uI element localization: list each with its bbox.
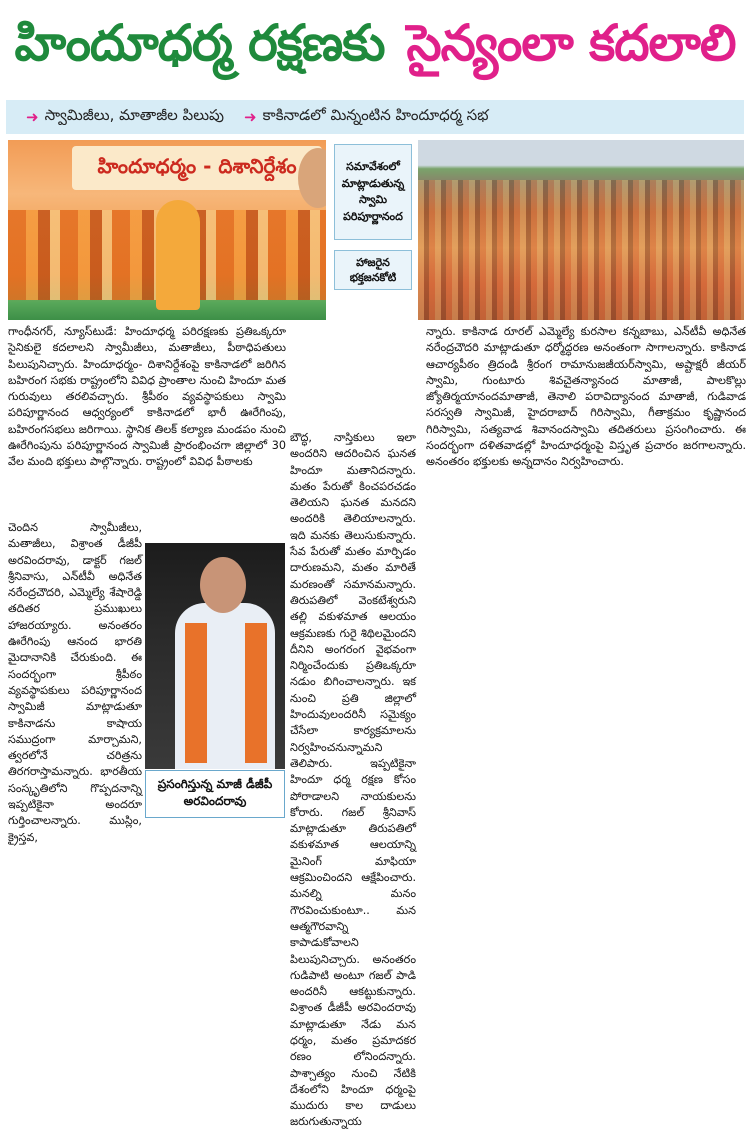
caption-crowd: హాజరైన భక్తజనకోటి [334,250,412,290]
headline [0,0,750,98]
caption-speaker: సమావేశంలో మాట్లాడుతున్న స్వామి పరిపూర్ణానంద [334,144,412,240]
article-col2 [290,430,416,1131]
subheadline-1 [26,106,224,128]
portrait-face [298,148,326,208]
photo-speaker-dgp [145,543,285,769]
subheadline-1-text: స్వామిజీలు, మాతాజీల పిలుపు [44,106,225,124]
article-col1-top-text: గాంధీనగర్, న్యూస్‌టుడే: హిందూధర్మ పరిరక్షణకు ప్రతిఒక్కరూ సైనికులై కదలాలని స్వామీజీలు, మతాజీలు, పీఠాధిపతులు పిలుపునిచ్చారు. హిందూధర్మం- దిశానిర్దేశంపై కాకినాడలో జరిగిన బహిరంగ సభకు రాష్ట్రంలోని వివిధ ప్రాంతాల నుంచి హిందూ మత గురువులు తరలివచ్చారు. శ్రీపీఠం వ్యవస్థాపకులు స్వామి పరిపూర్ణానంద ఆధ్వర్యంలో కాకినాడలో భారీ ఊరేగింపు, బహిరంగసభలు జరిగాయి. స్థానిక తిలక్ కల్యాణ మండపం నుంచి ఊరేగింపును పరిపూర్ణానంద స్వామిజీ ప్రారంభించగా జిల్లాలో 30 వేల మంది భక్తులు పాల్గొన్నారు. రాష్ట్రంలో వివిధ పీఠాలకు [8,325,286,469]
subheadline-2 [244,106,488,128]
article-col2-text: బౌద్ధ, నాస్తికులు ఇలా అందరిని ఆదరించిన ఘనత హిందూ మతానిదన్నారు. మతం పేరుతో కించపరచడం తెలియని ఘనత మనదని అందరికి తెలియాలన్నారు. ఇది మనకు తెలుసుకున్నారు. సేవ పేరుతో మతం మార్పిడం దారుణమని, మతం మారితే మరణంతో సమానమన్నారు. తిరుపతిలో వెంకటేశ్వరుని తల్లి వకుళమాత ఆలయం ఆక్రమణకు గురై శిథిలమైందని దీనిని అంగరంగ వైభవంగా నిర్మించేందుకు ప్రతిఒక్కరూ నడుం బిగించాలన్నారు. ఇక నుంచి ప్రతి జిల్లాలో హిందువులందరినీ సమైక్యం చేసేలా కార్యక్రమాలను నిర్వహించనున్నామని తెలిపారు. ఇప్పటికైనా హిందూ ధర్మ రక్షణ కోసం పోరాడాలని నాయకులను కోరారు. గజల్ శ్రీనివాస్ మాట్లాడుతూ తిరుపతిలో వకుళమాత ఆలయాన్ని మైనింగ్ మాఫియా ఆక్రమించిందని ఆక్షేపించారు. మనల్ని మనం గౌరవించుకుంటూ.. మన ఆత్మగౌరవాన్ని కాపాడుకోవాలని పిలుపునిచ్చారు. అనంతరం గుడిపాటి అంటూ గజల్ పాడి అందరినీ ఆకట్టుకున్నారు. విశ్రాంత డీజీపీ అరవిందరావు మాట్లాడుతూ నేడు మన ధర్మం, మతం ప్రమాదకర రణం లోనిందన్నారు. పాశ్చాత్యం నుంచి నేటికి దేశంలోని హిందూ ధర్మంపై ముదురు కాల దాడులు జరుగుతున్నాయ [290,431,416,1129]
arrow-right-icon: ➜ [244,108,257,126]
speaker-stole-right [245,623,267,763]
speaking-swamiji [156,200,200,310]
article-col1-top [8,324,286,471]
subheadline-bar [6,100,744,134]
headline-part1: హిందూధర్మ రక్షణకు [14,13,385,72]
speaker-stole-left [185,623,207,763]
article-col3-text: న్నారు. కాకినాడ రూరల్ ఎమ్మెల్యే కురసాల కన్నబాబు, ఎన్‌టీవీ అధినేత నరేంద్రచౌదరి మాట్లాడుతూ ధర్మోద్ధరణ అనంతంగా సాగాలన్నారు. కాకినాడ ఆచార్యపీఠం త్రిదండి శ్రీరంగ రామానుజజీయర్‌స్వామి, అష్టాక్షరీ జీయర్ స్వామి, గుంటూరు శివచైతన్యానంద మాతాజీ, పాలకొల్లు జ్యోతిర్మయానందమాతాజీ, తెనాలి పరావిద్యానంద మాతాజీ, గుడివాడ సరస్వతి స్వామిజీ, హైదరాబాద్ గిరిస్వామి, గీతాక్రమం కృష్ణానంద గిరిస్వామి, సత్యవాడ శివానందస్వామి తదితరులు ప్రసంగించారు. ఈ సందర్భంగా దళితవాడల్లో హిందూధర్మంపై విస్తృత ప్రచారం జరగాలన్నారు. అనంతరం భక్తులకు అన్నదానం నిర్వహించారు. [426,325,746,469]
speaker-head [200,557,246,613]
caption-dgp [145,770,285,818]
subheadline-2-text: కాకినాడలో మిన్నంటిన హిందూధర్మ సభ [262,106,489,124]
photo-captions [330,140,416,320]
photo-stage [8,140,326,320]
headline-part2: సైన్యంలా కదలాలి [406,13,736,72]
article-col3 [426,324,746,471]
crowd-texture [418,180,744,320]
article-col1-bottom-text: చెందిన స్వామీజీలు, మతాజీలు, విశ్రాంత డీజీపీ అరవిందరావు, డాక్టర్ గజల్ శ్రీనివాసు, ఎన్‌టీవీ అధినేత నరేంద్రచౌదరి, ఎమ్మెల్యే శేషారెడ్డి తదితర ప్రముఖులు హాజరయ్యారు. అనంతరం ఊరేగింపు ఆనంద భారతి మైదానానికి చేరుకుంది. ఈ సందర్భంగా శ్రీపీఠం వ్యవస్థాపకులు పరిపూర్ణానంద స్వామిజీ మాట్లాడుతూ కాకినాడను కాషాయ సముద్రంగా మార్చామని, త్వరలోనే చరిత్రను తిరగరాస్తామన్నారు. భారతీయ సంస్కృతిలోని గొప్పదనాన్ని ఇప్పటికైనా అందరూ గుర్తించాలన్నారు. ముస్లిం, క్రైస్తవ, [8,521,142,844]
caption-dgp-line2: అరవిందరావు [183,794,247,808]
article-col1-bottom [8,520,142,846]
caption-dgp-line1: ప్రసంగిస్తున్న మాజీ డీజీపీ [157,777,273,791]
photo-crowd [418,140,744,320]
stage-banner: హిందూధర్మం - దిశానిర్దేశం [72,146,322,190]
arrow-right-icon: ➜ [26,108,39,126]
